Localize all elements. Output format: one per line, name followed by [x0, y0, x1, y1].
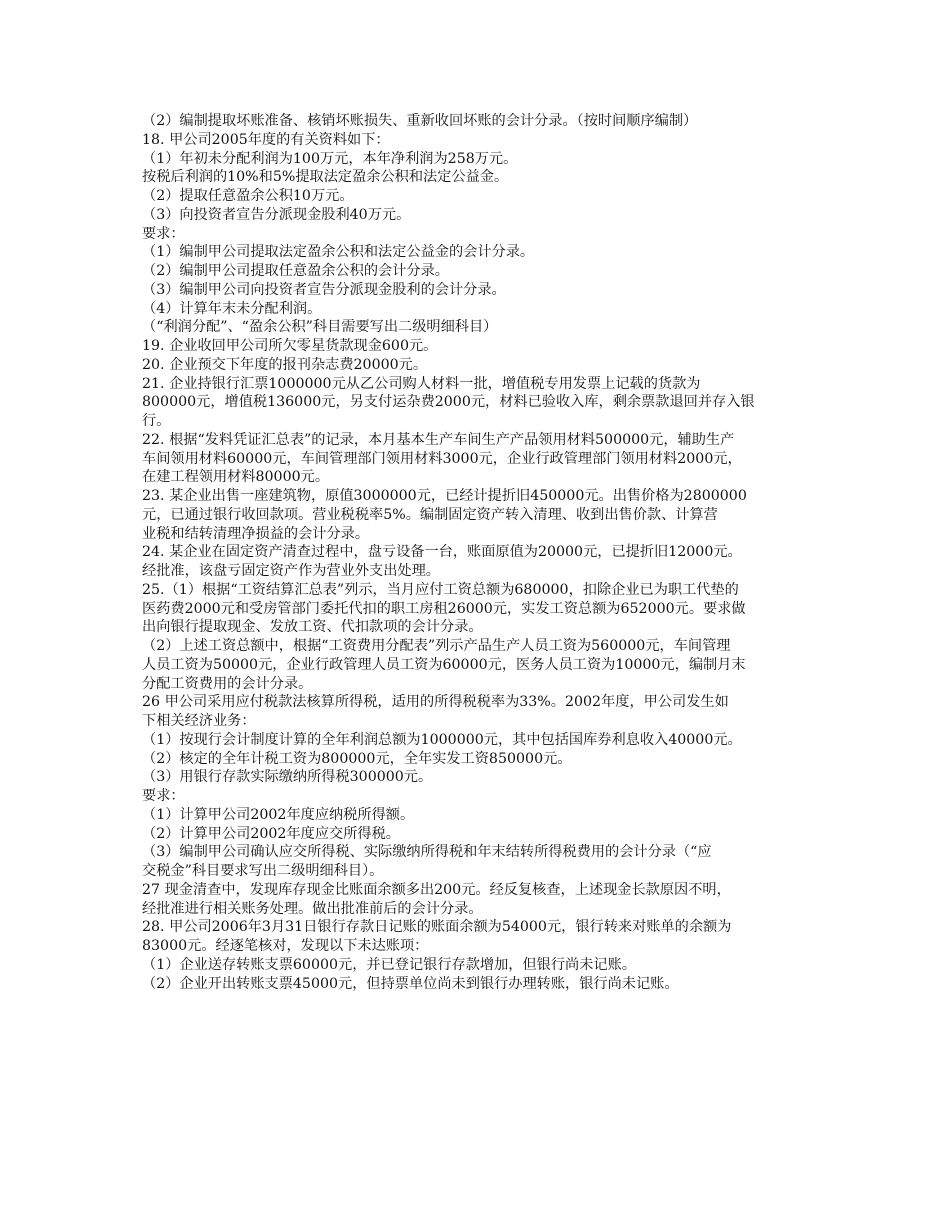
text-line: 26 甲公司采用应付税款法核算所得税，适用的所得税税率为33%。2002年度，甲公司发生如	[142, 694, 729, 711]
text-line: 在建工程领用材料80000元。	[142, 469, 330, 486]
text-line: （2）编制提取坏账准备、核销坏账损失、重新收回坏账的会计分录。（按时间顺序编制）	[142, 113, 698, 129]
text-line: 经批准进行相关账务处理。做出批准前后的会计分录。	[142, 900, 483, 917]
text-line: （2）上述工资总额中，根据“工资费用分配表”列示产品生产人员工资为560000元，车间管理	[142, 638, 731, 654]
text-line: 按税后利润的10%和5%提取法定盈余公积和法定公益金。	[142, 169, 509, 186]
text-line: （1）企业送存转账支票60000元，并已登记银行存款增加，但银行尚未记账。	[142, 956, 636, 973]
text-line: 要求：	[142, 788, 185, 804]
text-line: 元，已通过银行收回款项。营业税税率5%。编制固定资产转入清理、收到出售价款、计算营	[142, 506, 718, 523]
text-line: （2）企业开出转账支票45000元，但持票单位尚未到银行办理转账，银行尚未记账。	[142, 975, 679, 992]
text-line: 行。	[142, 413, 171, 429]
text-line: 18. 甲公司2005年度的有关资料如下：	[142, 131, 390, 148]
text-line: 车间领用材料60000元，车间管理部门领用材料3000元，企业行政管理部门领用材料2000元，	[142, 450, 742, 467]
text-line: 分配工资费用的会计分录。	[142, 675, 313, 692]
text-line: （2）核定的全年计税工资为800000元，全年实发工资850000元。	[142, 750, 572, 767]
text-line: 28. 甲公司2006年3月31日银行存款日记账的账面余额为54000元，银行转来对账单的余额为	[142, 919, 732, 936]
text-line: 22. 根据“发料凭证汇总表”的记录，本月基本生产车间生产产品领用材料500000元，辅助生产	[142, 431, 735, 448]
text-line: 27 现金清查中，发现库存现金比账面余额多出200元。经反复核查，上述现金长款原因不明，	[142, 881, 731, 898]
text-line: 交税金”科目要求写出二级明细科目）。	[142, 863, 384, 879]
text-line: （1）编制甲公司提取法定盈余公积和法定公益金的会计分录。	[142, 244, 535, 261]
text-line: 23. 某企业出售一座建筑物，原值3000000元，已经计提折旧450000元。出售价格为2800000	[142, 488, 747, 504]
text-line: （3）编制甲公司向投资者宣告分派现金股利的会计分录。	[142, 281, 506, 298]
text-line: （4）计算年末未分配利润。	[142, 300, 322, 317]
text-line: 20. 企业预交下年度的报刊杂志费20000元。	[142, 356, 428, 373]
document-body	[142, 112, 822, 993]
text-line: （2）计算甲公司2002年度应交所得税。	[142, 825, 400, 842]
text-line: （2）编制甲公司提取任意盈余公积的会计分录。	[142, 263, 449, 279]
text-line: （2）提取任意盈余公积10万元。	[142, 188, 354, 204]
text-line: （1）按现行会计制度计算的全年利润总额为1000000元，其中包括国库券利息收入40000元。	[142, 731, 742, 748]
text-line: （3）用银行存款实际缴纳所得税300000元。	[142, 769, 433, 786]
text-line: （1）年初未分配利润为100万元，本年净利润为258万元。	[142, 150, 518, 167]
text-line: 19. 企业收回甲公司所欠零星货款现金600元。	[142, 338, 438, 354]
text-line: 83000元。经逐笔核对，发现以下未达账项：	[142, 938, 429, 954]
text-line: 出向银行提取现金、发放工资、代扣款项的会计分录。	[142, 619, 483, 636]
text-line: 要求：	[142, 225, 185, 242]
text-line: 800000元，增值税136000元，另支付运杂费2000元，材料已验收入库，剩余票款退回并存入银	[142, 394, 755, 411]
text-line: （3）向投资者宣告分派现金股利40万元。	[142, 206, 411, 223]
text-line: （“利润分配”、“盈余公积”科目需要写出二级明细科目）	[142, 319, 498, 336]
text-line: （1）计算甲公司2002年度应纳税所得额。	[142, 806, 415, 823]
text-line: 下相关经济业务：	[142, 713, 256, 729]
text-line: 21. 企业持银行汇票1000000元从乙公司购人材料一批，增值税专用发票上记载的货款为	[142, 375, 701, 392]
text-line: 医药费2000元和受房管部门委托代扣的职工房租26000元，实发工资总额为652000元。要求做	[142, 600, 746, 617]
text-line: 25.（1）根据“工资结算汇总表”列示，当月应付工资总额为680000，扣除企业已为职工代垫的	[142, 581, 739, 598]
text-line: 业税和结转清理净损益的会计分录。	[142, 525, 370, 542]
text-line: 人员工资为50000元，企业行政管理人员工资为60000元，医务人员工资为10000元，编制月末	[142, 656, 746, 673]
text-line: 24. 某企业在固定资产清查过程中，盘亏设备一台，账面原值为20000元，已提折旧12000元。	[142, 544, 742, 561]
text-line: （3）编制甲公司确认应交所得税、实际缴纳所得税和年末结转所得税费用的会计分录（“应	[142, 844, 712, 861]
text-line: 经批准，该盘亏固定资产作为营业外支出处理。	[142, 563, 440, 579]
